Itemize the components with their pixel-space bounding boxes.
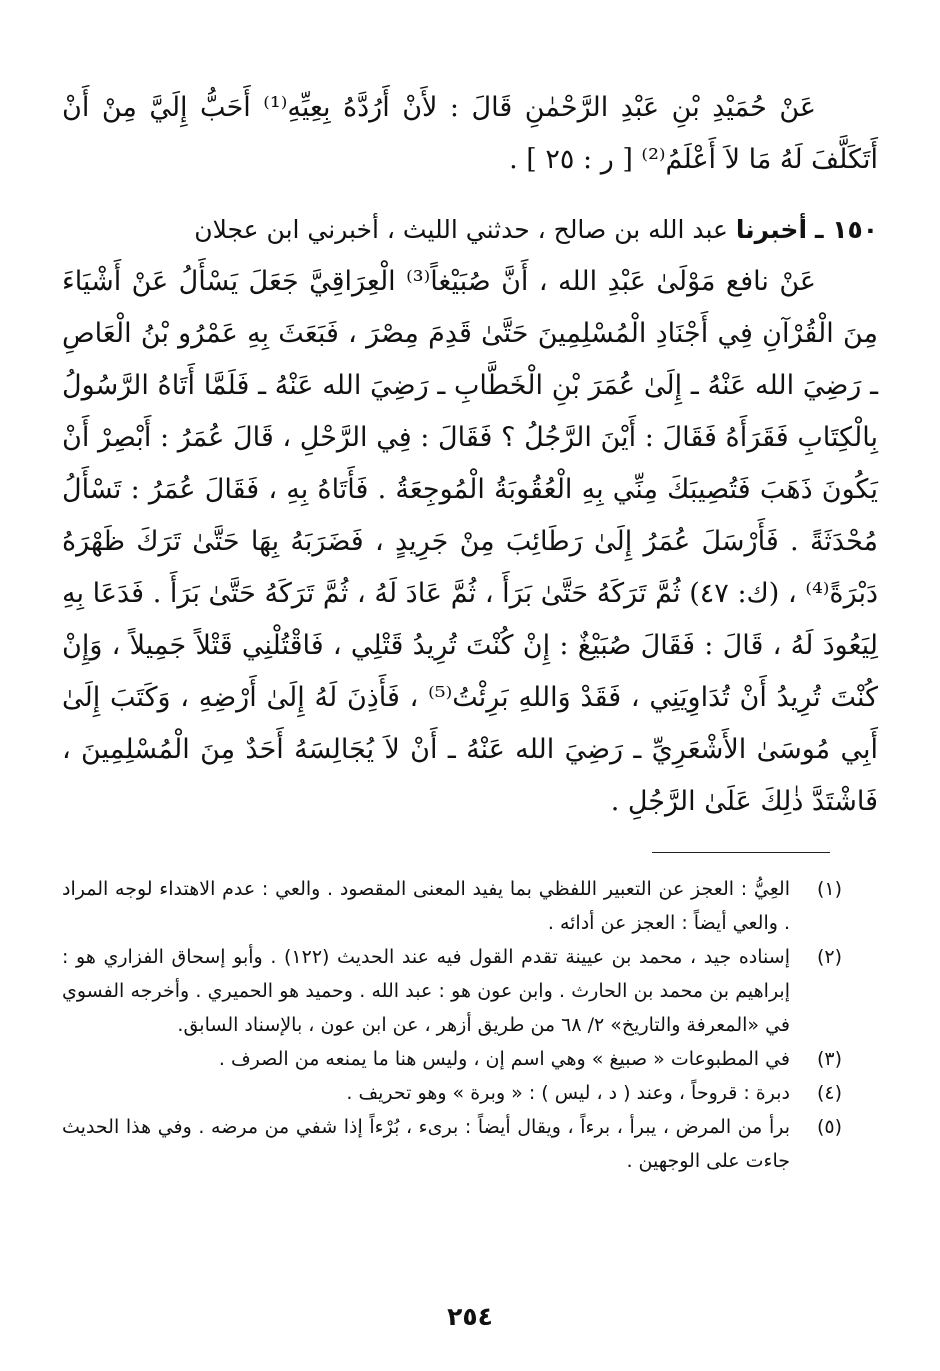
footnote-text: العِيُّ : العجز عن التعبير اللفظي بما يفيد المعنى المقصود . والعي : عدم الاهتداء لوجه المراد . والعي أيضاً : العجز عن أدائه . <box>62 878 790 934</box>
footnote-separator <box>652 852 830 853</box>
footnote-2 <box>62 940 842 1042</box>
hadith-lead-word: أخبرنا <box>735 215 808 244</box>
footnote-number: (٢) <box>816 946 842 968</box>
main-text <box>62 82 878 828</box>
hadith-isnad: عبد الله بن صالح ، حدثني الليث ، أخبرني ابن عجلان <box>194 215 728 244</box>
hadith-heading <box>62 204 878 256</box>
footnote-text: برأ من المرض ، يبرأ ، برءاً ، ويقال أيضاً : برىء ، بُرْءاً إذا شفي من مرضه . وفي هذا الحديث جاءت على الوجهين . <box>62 1116 790 1172</box>
footnote-5 <box>62 1110 842 1178</box>
footnote-text: في المطبوعات « صبيغ » وهي اسم إن ، وليس هنا ما يمنعه من الصرف . <box>218 1048 790 1070</box>
footnotes <box>62 872 842 1178</box>
footnote-text: دبرة : قروحاً ، وعند ( د ، ليس ) : « وبرة » وهو تحريف . <box>346 1082 790 1104</box>
footnote-4 <box>62 1076 842 1110</box>
paragraph-1: عَنْ حُمَيْدِ بْنِ عَبْدِ الرَّحْمٰنِ قَالَ : لأَنْ أَرُدَّهُ بِعِيِّهِ⁽¹⁾ أَحَبُّ إِلَيَّ مِنْ أَنْ أَتَكَلَّفَ لَهُ مَا لاَ أَعْلَمُ⁽²⁾ [ ر : ٢٥ ] . <box>62 92 878 175</box>
footnote-number: (٣) <box>816 1048 842 1070</box>
page-number: ٢٥٤ <box>447 1302 493 1331</box>
footnote-number: (١) <box>816 878 842 900</box>
paragraph-3: عَنْ نافع مَوْلَىٰ عَبْدِ الله ، أَنَّ صُبَيْغاً⁽³⁾ الْعِرَاقِيَّ جَعَلَ يَسْأَلُ عَنْ أَشْيَاءَ مِنَ الْقُرْآنِ فِي أَجْنَادِ الْمُسْلِمِينَ حَتَّىٰ قَدِمَ مِصْرَ ، فَبَعَثَ بِهِ عَمْرُو بْنُ الْعَاصِ ـ رَضِيَ الله عَنْهُ ـ إِلَىٰ عُمَرَ بْنِ الْخَطَّابِ ـ رَضِيَ الله عَنْهُ ـ فَلَمَّا أَتَاهُ الرَّسُولُ بِالْكِتَابِ فَقَرَأَهُ فَقَالَ : أَيْنَ الرَّجُلُ ؟ فَقَالَ : فِي الرَّحْلِ ، قَالَ عُمَرُ : أَبْصِرْ أَنْ يَكُونَ ذَهَبَ فَتُصِيبَكَ مِنِّي بِهِ الْعُقُوبَةُ الْمُوجِعَةُ . فَأَتَاهُ بِهِ ، فَقَالَ عُمَرُ : تَسْأَلُ مُحْدَثَةً . فَأَرْسَلَ عُمَرُ إِلَىٰ رَطَائِبَ مِنْ جَرِيدٍ ، فَضَرَبَهُ بِهَا حَتَّىٰ تَرَكَ ظَهْرَهُ دَبْرَةً⁽⁴⁾ ، (ك: ٤٧) ثُمَّ تَرَكَهُ حَتَّىٰ بَرَأَ ، ثُمَّ عَادَ لَهُ ، ثُمَّ تَرَكَهُ حَتَّىٰ بَرَأَ . فَدَعَا بِهِ لِيَعُودَ لَهُ ، قَالَ : فَقَالَ صُبَيْغٌ : إِنْ كُنْتَ تُرِيدُ قَتْلِي ، فَاقْتُلْنِي قَتْلاً جَمِيلاً ، وَإِنْ كُنْتَ تُرِيدُ أَنْ تُدَاوِيَنِي ، فَقَدْ وَاللهِ بَرِئْتُ⁽⁵⁾ ، فَأَذِنَ لَهُ إِلَىٰ أَرْضِهِ ، وَكَتَبَ إِلَىٰ أَبِي مُوسَىٰ الأَشْعَرِيِّ ـ رَضِيَ الله عَنْهُ ـ أَنْ لاَ يُجَالِسَهُ أَحَدٌ مِنَ الْمُسْلِمِينَ ، فَاشْتَدَّ ذٰلِكَ عَلَىٰ الرَّجُلِ . <box>62 266 879 817</box>
footnote-number: (٥) <box>816 1116 842 1138</box>
footnote-3 <box>62 1042 842 1076</box>
footnote-number: (٤) <box>816 1082 842 1104</box>
footnote-1 <box>62 872 842 940</box>
hadith-number: ١٥٠ ـ <box>814 215 878 244</box>
footnote-text: إسناده جيد ، محمد بن عيينة تقدم القول فيه عند الحديث (١٢٢) . وأبو إسحاق الفزاري هو : إبراهيم بن محمد بن الحارث . وابن عون هو : عبد الله . وحميد هو الحميري . وأخرجه الفسوي في «المعرفة والتاريخ» ٢/ ٦٨ من طريق أزهر ، عن ابن عون ، بالإسناد السابق. <box>62 946 790 1036</box>
